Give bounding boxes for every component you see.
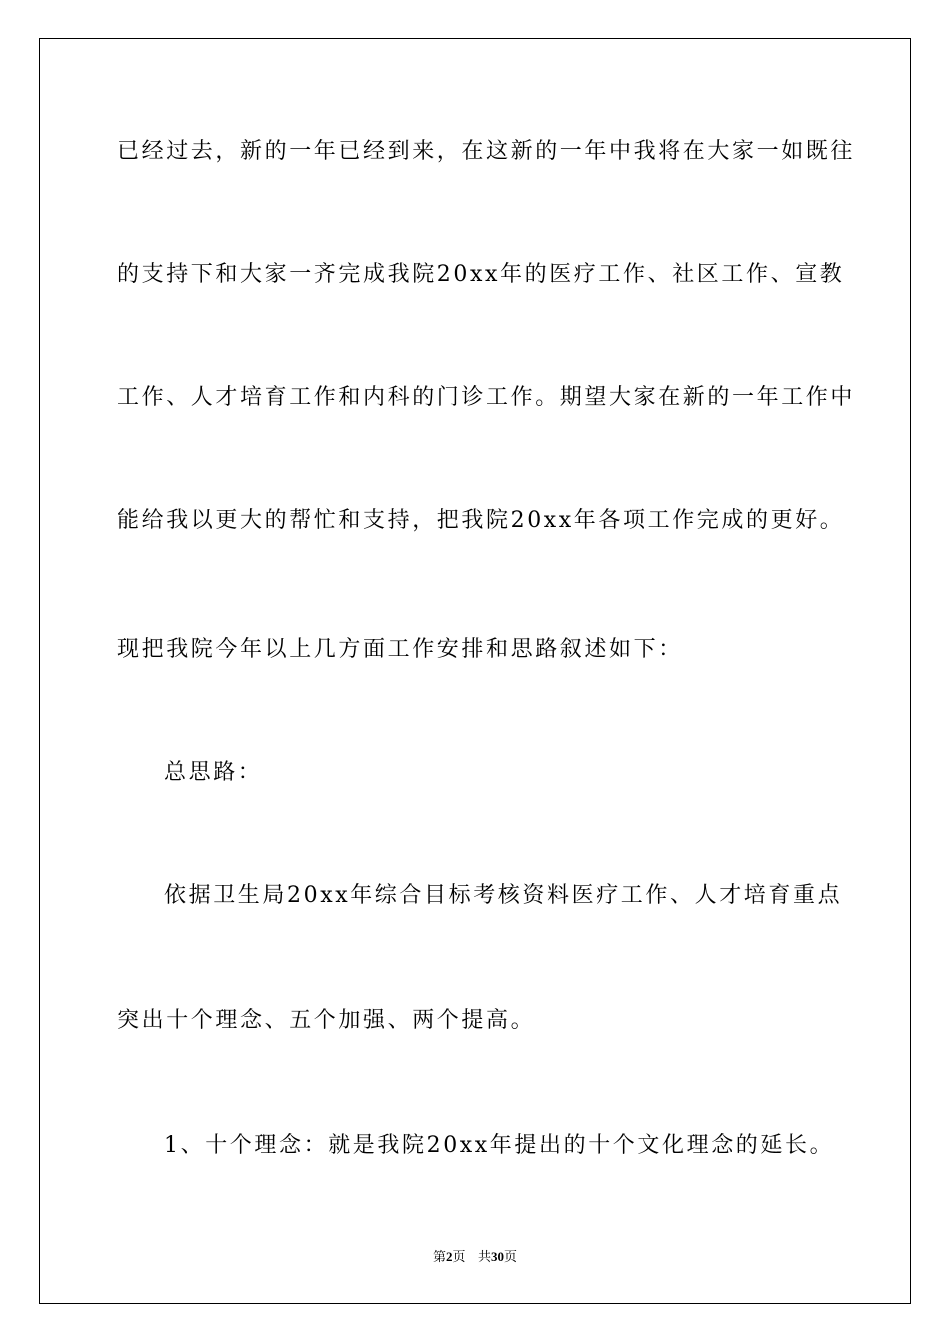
section-heading: 总思路： xyxy=(164,760,263,785)
page-border xyxy=(39,38,911,1304)
body-line-2: 的支持下和大家一齐完成我院20xx年的医疗工作、社区工作、宣教 xyxy=(117,262,845,287)
page-footer xyxy=(0,1248,950,1267)
body-line-9: 1、十个理念：就是我院20xx年提出的十个文化理念的延长。 xyxy=(164,1133,835,1158)
page-prefix: 第 xyxy=(433,1250,447,1265)
total-suffix: 页 xyxy=(503,1250,517,1265)
total-prefix: 共 xyxy=(477,1250,491,1265)
body-line-3: 工作、人才培育工作和内科的门诊工作。期望大家在新的一年工作中 xyxy=(117,385,856,410)
total-pages: 30 xyxy=(490,1249,504,1264)
body-line-4: 能给我以更大的帮忙和支持，把我院20xx年各项工作完成的更好。 xyxy=(117,508,845,533)
body-line-7: 依据卫生局20xx年综合目标考核资料医疗工作、人才培育重点 xyxy=(164,883,843,908)
page-suffix: 页 xyxy=(452,1250,466,1265)
body-line-1: 已经过去，新的一年已经到来，在这新的一年中我将在大家一如既往 xyxy=(117,139,856,164)
body-line-5: 现把我院今年以上几方面工作安排和思路叙述如下： xyxy=(117,637,683,662)
body-line-8: 突出十个理念、五个加强、两个提高。 xyxy=(117,1008,536,1033)
page-current: 2 xyxy=(446,1249,453,1264)
